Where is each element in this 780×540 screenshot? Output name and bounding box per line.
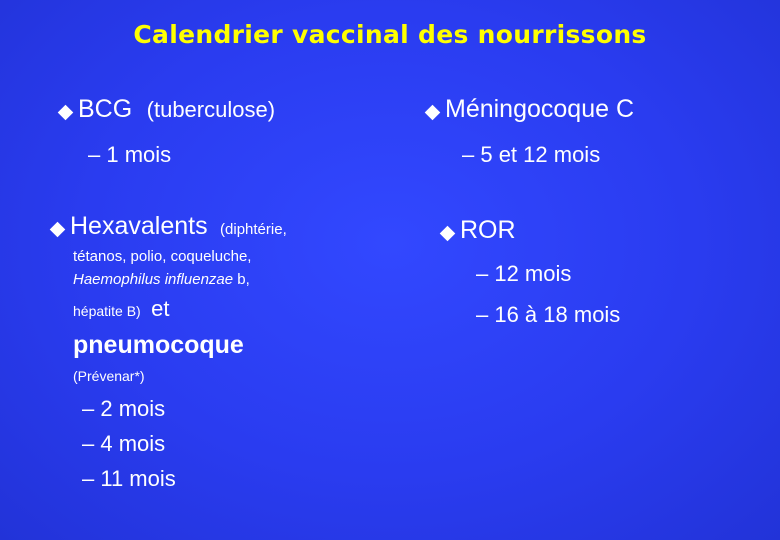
diamond-bullet-icon	[58, 105, 73, 120]
hexa-name: Hexavalents	[70, 212, 208, 240]
hexa-heading	[50, 212, 287, 241]
ror-name: ROR	[460, 216, 516, 244]
ror-schedule-item: – 12 mois	[476, 261, 572, 286]
haemophilus-text: Haemophilus influenzae	[73, 271, 234, 288]
diamond-bullet-icon	[440, 226, 455, 241]
hexa-line3	[73, 271, 250, 288]
hexa-schedule-item: – 4 mois	[82, 431, 166, 456]
meningo-name: Méningocoque C	[445, 95, 635, 123]
meningo-heading	[425, 95, 634, 124]
hexa-line4	[73, 296, 170, 322]
hepatite-text: hépatite B)	[73, 303, 141, 319]
bcg-heading	[58, 95, 275, 124]
prevenar-text: (Prévenar*)	[73, 368, 145, 384]
hexa-schedule-item: – 11 mois	[82, 466, 176, 491]
bcg-note: (tuberculose)	[146, 97, 276, 122]
ror-heading	[440, 216, 516, 245]
haemophilus-suffix: b,	[233, 271, 250, 288]
bcg-schedule: – 1 mois	[88, 142, 172, 167]
diamond-bullet-icon	[425, 105, 440, 120]
meningo-schedule: – 5 et 12 mois	[462, 142, 601, 167]
hexa-note: (diphtérie,	[220, 221, 287, 238]
slide-title: Calendrier vaccinal des nourrissons	[133, 20, 647, 49]
pneumocoque-text: pneumocoque	[73, 331, 244, 359]
diamond-bullet-icon	[50, 222, 65, 237]
hexa-line2: tétanos, polio, coqueluche,	[73, 248, 252, 265]
hexa-schedule-item: – 2 mois	[82, 396, 166, 421]
bcg-name: BCG	[78, 95, 133, 123]
et-text: et	[151, 296, 170, 321]
ror-schedule-item: – 16 à 18 mois	[476, 302, 621, 327]
